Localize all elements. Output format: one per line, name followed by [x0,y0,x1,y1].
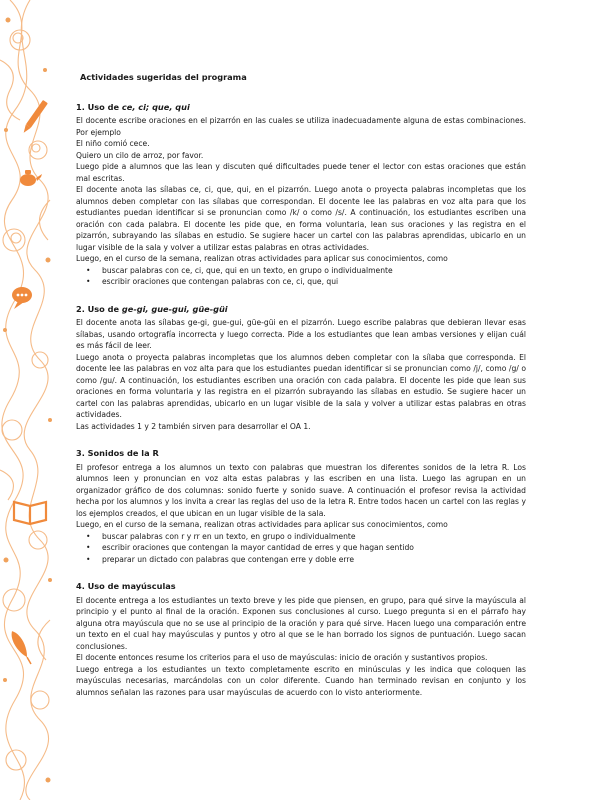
section-3-heading: 3. Sonidos de la R [76,448,159,458]
document-page [76,72,526,698]
decorative-border [0,0,62,800]
section-1-heading: 1. Uso de ce, ci; que, qui [76,101,190,112]
paragraph: Luego entrega a los estudiantes un texto completamente escrito en minúsculas y les indica que coloquen las mayúsculas necesarias, marcándolas con un color diferente. Cuando han terminado revisan en conjunto y los alumnos señalan las razones para usar mayúsculas de acuerdo con lo visto anteriormente. [76,664,526,697]
open-book-icon [14,502,46,524]
list-item: • escribir oraciones que contengan la mayor cantidad de erres y que hagan sentido [86,542,526,554]
bullet-list [86,531,526,566]
paragraph: Luego, en el curso de la semana, realizan otras actividades para aplicar sus conocimientos, como [76,254,448,263]
bullet-list [86,265,526,288]
pencil-icon [21,100,48,135]
paragraph: Quiero un cilo de arroz, por favor. [76,150,204,160]
list-item: • buscar palabras con r y rr en un texto, en grupo o individualmente [86,531,526,543]
paragraph: El docente entrega a los estudiantes un texto breve y les pide que piensen, en grupo, para qué sirve la mayúscula al principio y el punto al final de la oración. Exponen sus conclusiones al curso. Luego pregunta si en el párrafo hay alguna otra mayúscula que no se use al principio de la oración y para qué sirve. Hacen luego una comparación entre un texto en el cual hay mayúsculas y puntos y otro al que se le han borrado los signos de puntuación. Luego sacan conclusiones. [76,595,526,651]
paragraph: El docente anota las sílabas ge-gi, gue-gui, güe-güi en el pizarrón. Luego escribe palabras que debieran llevar esas sílabas, usando ortografía incorrecta y luego correcta. Pide a los estudiantes que lean ambas versiones y elijan cuál es más fácil de leer. [76,318,526,350]
paragraph: Luego, en el curso de la semana, realizan otras actividades para aplicar sus conocimientos, como [76,520,448,529]
paragraph: Luego anota o proyecta palabras incompletas que los alumnos deben completar con la sílaba que corresponda. El docente lee las palabras en voz alta para que los estudiantes puedan identificar si se pronuncian como /j/, como /g/ o como /gu/. A continuación, los estudiantes escriben una oración con cada palabra. El docente les pide que lean sus oraciones en forma voluntaria y las registra en el pizarrón subrayando las sílabas en estudio. Se sugiere hacer un cartel con las palabras aprendidas, ubicarlo en un lugar visible de la sala y volver a utilizar estas palabras en otras actividades. [76,352,526,419]
list-item: • escribir oraciones que contengan palabras con ce, ci, que, qui [86,276,526,288]
paragraph: El docente anota las sílabas ce, ci, que, qui, en el pizarrón. Luego anota o proyecta palabras incompletas que los alumnos deben completar con las sílabas que correspondan. El docente lee las palabras en voz alta para que los estudiantes puedan identificar si se pronuncian como /k/ o como /s/. A continuación, los estudiantes escriben una oración con cada palabra. El docente les pide que, en forma voluntaria, lean sus oraciones y las registra en el pizarrón, subrayando las sílabas en estudio. Se sugiere hacer un cartel con las palabras aprendidas, ubicarlo en un lugar visible de la sala y volver a utilizar estas palabras en otras actividades. [76,185,526,252]
list-item: • preparar un dictado con palabras que contengan erre y doble erre [86,554,526,566]
teapot-icon [20,170,42,186]
paragraph: El docente entonces resume los criterios para el uso de mayúsculas: inicio de oración y sustantivos propios. [76,653,488,662]
paragraph: El profesor entrega a los alumnos un texto con palabras que muestran los diferentes sonidos de la letra R. Los alumnos leen y pronuncian en voz alta estas palabras y las escriben en una lista. Luego las agrupan en un organizador gráfico de dos columnas: sonido fuerte y sonido suave. A continuación el profesor revisa la actividad hecha por los alumnos y los invita a crear las reglas del uso de la letra R. Entre todos hacen un cartel con las reglas y los ejemplos creados, el que ubican en un lugar visible de la sala. [76,462,526,518]
paragraph: Luego pide a alumnos que las lean y discuten qué dificultades puede tener el lector con estas oraciones que están mal escritas. [76,162,526,183]
document-title: Actividades sugeridas del programa [80,72,247,82]
paragraph: El docente escribe oraciones en el pizarrón en las cuales se utiliza inadecuadamente alguna de estas combinaciones. Por ejemplo [76,116,526,137]
paragraph: Las actividades 1 y 2 también sirven para desarrollar el OA 1. [76,421,311,431]
section-2-heading: 2. Uso de ge-gi, gue-gui, güe-güi [76,303,228,314]
paragraph: El niño comió cece. [76,139,150,148]
speech-bubble-icon [12,287,32,309]
section-4-heading: 4. Uso de mayúsculas [76,581,176,591]
list-item: • buscar palabras con ce, ci, que, qui en un texto, en grupo o individualmente [86,265,526,277]
